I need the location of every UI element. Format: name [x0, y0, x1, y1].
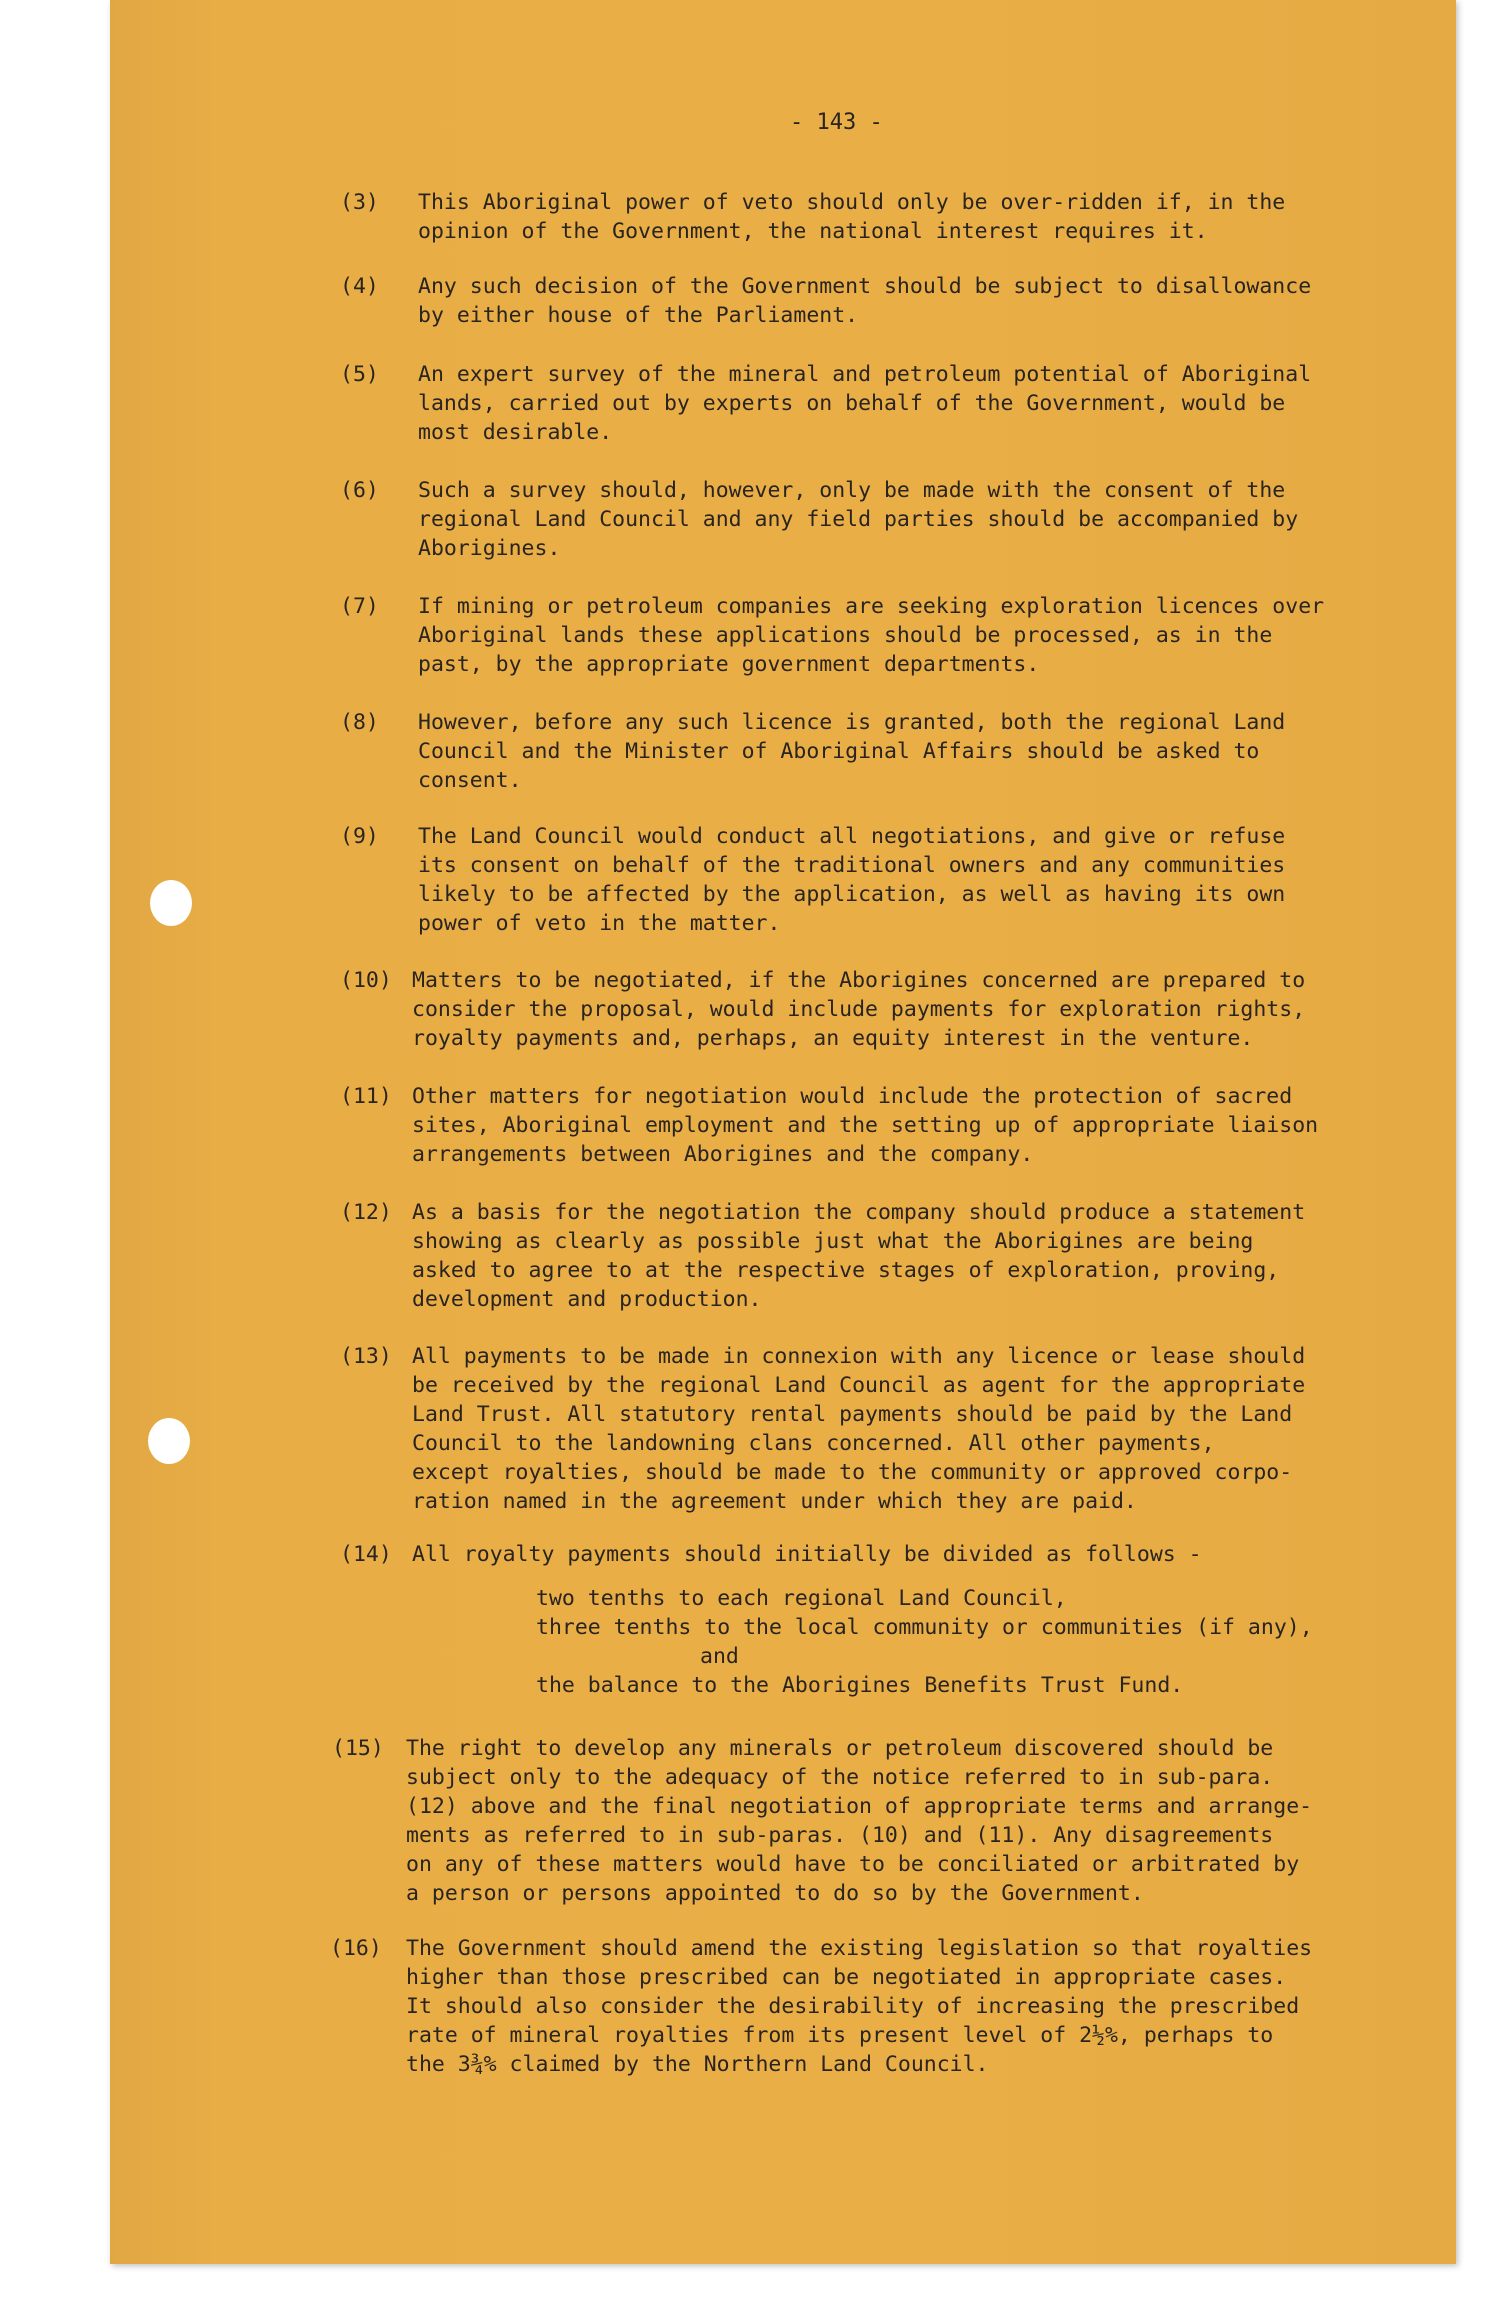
paragraph-text: An expert survey of the mineral and petroleum potential of Aboriginal lands, carried out by experts on behalf of the Government, would be most desirable.	[418, 362, 1312, 445]
paragraph-text: Matters to be negotiated, if the Aborigines concerned are prepared to consider the proposal, would include payments for exploration rights, royalty payments and, perhaps, an equity interest in the venture.	[412, 968, 1306, 1051]
paragraph-text: However, before any such licence is granted, both the regional Land Council and the Minister of Aboriginal Affairs should be asked to consent.	[418, 710, 1286, 793]
royalty-split-conjunction: and	[700, 1644, 739, 1669]
paragraph-number: (9)	[340, 824, 379, 849]
paragraph-text: The Government should amend the existing legislation so that royalties higher than those prescribed can be negotiated in appropriate cases. It should also consider the desirability of increasing the prescribed rate of mineral royalties from its present level of 2½%, perhaps to the 3¾% claimed by the Northern Land Council.	[406, 1936, 1313, 2077]
paragraph-number: (12)	[340, 1200, 392, 1225]
paragraph-number: (4)	[340, 274, 379, 299]
paragraph-text: If mining or petroleum companies are seeking exploration licences over Aboriginal lands these applications should be processed, as in the past, by the appropriate government departments.	[418, 594, 1325, 677]
paragraph-text: Such a survey should, however, only be made with the consent of the regional Land Council and any field parties should be accompanied by Aborigines.	[418, 478, 1299, 561]
paragraph-number: (7)	[340, 594, 379, 619]
paragraph-text: As a basis for the negotiation the company should produce a statement showing as clearly as possible just what the Aborigines are being asked to agree to at the respective stages of exploration, proving, development and production.	[412, 1200, 1306, 1312]
punch-hole	[150, 880, 192, 926]
paragraph-number: (14)	[340, 1542, 392, 1567]
paragraph-number: (11)	[340, 1084, 392, 1109]
paragraph-number: (3)	[340, 190, 379, 215]
paragraph-number: (15)	[332, 1736, 384, 1761]
paragraph-text: The Land Council would conduct all negotiations, and give or refuse its consent on behalf of the traditional owners and any communities likely to be affected by the application, as well as having its own power of veto in the matter.	[418, 824, 1286, 936]
paragraph-text: Any such decision of the Government should be subject to disallowance by either house of the Parliament.	[418, 274, 1312, 328]
paragraph-number: (6)	[340, 478, 379, 503]
royalty-split-land-council: two tenths to each regional Land Council,	[536, 1586, 1067, 1611]
paragraph-number: (8)	[340, 710, 379, 735]
paragraph-text: This Aboriginal power of veto should only be over-ridden if, in the opinion of the Government, the national interest requires it.	[418, 190, 1286, 244]
paragraph-text: The right to develop any minerals or petroleum discovered should be subject only to the adequacy of the notice referred to in sub-para. (12) above and the final negotiation of appropriate terms and arrange- ments as referred to in sub-paras. (10) and (11). Any disagreements on any of these matters would have to be conciliated or arbitrated by a person or persons appointed to do so by the Government.	[406, 1736, 1313, 1906]
paragraph-text: All payments to be made in connexion with any licence or lease should be received by the regional Land Council as agent for the appropriate Land Trust. All statutory rental payments should be paid by the Land Council to the landowning clans concerned. All other payments, except royalties, should be made to the community or approved corpo- ration named in the agreement under which they are paid.	[412, 1344, 1306, 1514]
paragraph-text: Other matters for negotiation would include the protection of sacred sites, Aboriginal employment and the setting up of appropriate liaison arrangements between Aborigines and the company.	[412, 1084, 1319, 1167]
royalty-split-community: three tenths to the local community or communities (if any),	[536, 1615, 1313, 1640]
document-page	[110, 0, 1456, 2264]
paragraph-number: (5)	[340, 362, 379, 387]
paragraph-number: (13)	[340, 1344, 392, 1369]
paragraph-number: (16)	[330, 1936, 382, 1961]
punch-hole	[148, 1418, 190, 1464]
paragraph-number: (10)	[340, 968, 392, 993]
page-number: - 143 -	[790, 110, 883, 135]
paragraph-text: All royalty payments should initially be divided as follows -	[412, 1542, 1202, 1567]
royalty-split-list	[536, 1584, 1313, 1700]
royalty-split-trust-fund: the balance to the Aborigines Benefits Trust Fund.	[536, 1673, 1184, 1698]
